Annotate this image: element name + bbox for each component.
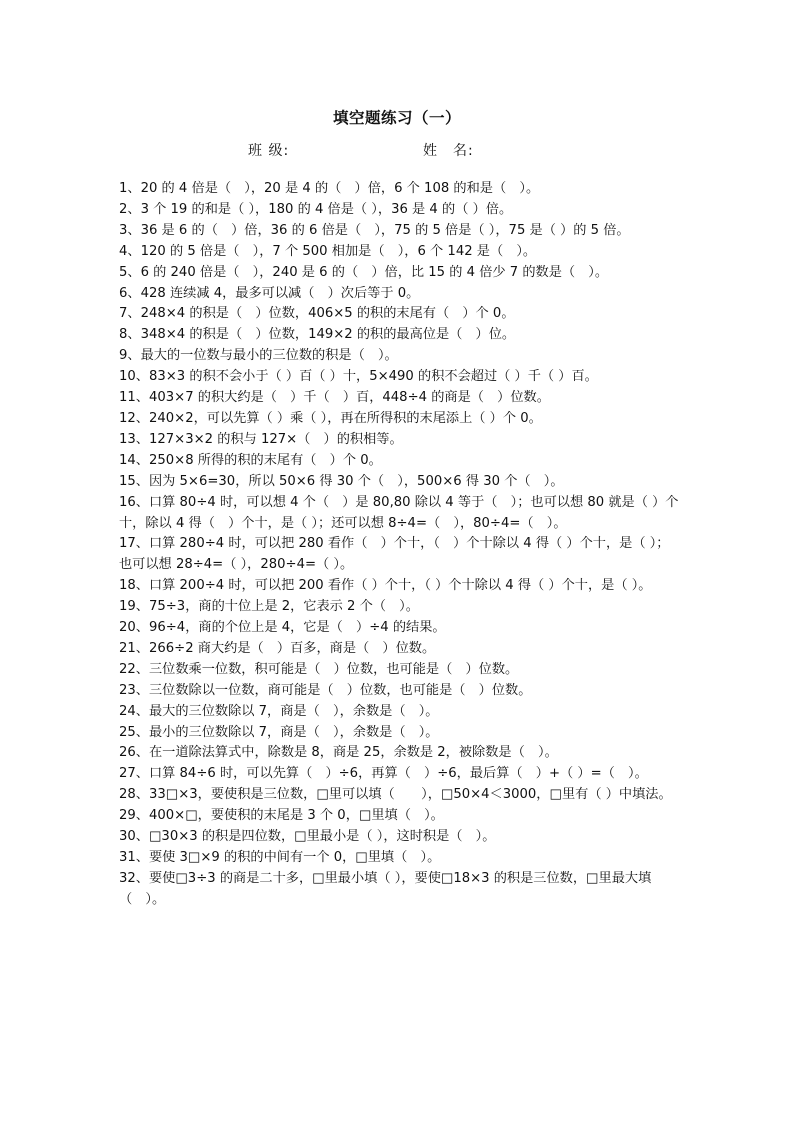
question-item: 16、口算 80÷4 时，可以想 4 个（ ）是 80,80 除以 4 等于（ ）；也可以想 80 就是（ ）个十，除以 4 得（ ）个十，是（ ）；还可以想 8÷4=（ ），80÷4=（ ）。 [119,494,679,531]
question-item: 28、33□×3，要使积是三位数，□里可以填（ ），□50×4＜3000，□里有（ ）中填法。 [119,787,672,803]
question-item: 29、400×□，要使积的末尾是 3 个 0，□里填（ ）。 [119,808,444,824]
question-item: 32、要使□3÷3 的商是二十多，□里最小填（ ），要使□18×3 的积是三位数，□里最大填（ ）。 [119,870,652,907]
question-item: 18、口算 200÷4 时，可以把 200 看作（ ）个十，（ ）个十除以 4 得（ ）个十，是（ ）。 [119,578,652,594]
question-item: 6、428 连续减 4，最多可以减（ ）次后等于 0。 [119,285,420,301]
question-item: 27、口算 84÷6 时，可以先算（ ）÷6，再算（ ）÷6，最后算（ ）+（ ）=（ ）。 [119,766,648,782]
question-item: 12、240×2，可以先算（ ）乘（ ），再在所得积的末尾添上（ ）个 0。 [119,410,542,426]
question-item: 15、因为 5×6=30，所以 50×6 得 30 个（ ），500×6 得 30 个（ ）。 [119,473,564,489]
question-item: 25、最小的三位数除以 7，商是（ ），余数是（ ）。 [119,724,439,740]
question-item: 4、120 的 5 倍是（ ），7 个 500 相加是（ ），6 个 142 是（ ）。 [119,243,537,259]
question-item: 23、三位数除以一位数，商可能是（ ）位数，也可能是（ ）位数。 [119,682,532,698]
name-label: 姓 名: [423,143,474,159]
question-item: 3、36 是 6 的（ ）倍，36 的 6 倍是（ ），75 的 5 倍是（ ），75 是（ ）的 5 倍。 [119,222,630,238]
question-item: 2、3 个 19 的和是（ ），180 的 4 倍是（ ），36 是 4 的（ ）倍。 [119,201,513,217]
page-title: 填空题练习（一） [332,109,461,127]
question-item: 24、最大的三位数除以 7，商是（ ），余数是（ ）。 [119,703,439,719]
question-item: 22、三位数乘一位数，积可能是（ ）位数，也可能是（ ）位数。 [119,661,519,677]
question-list [119,179,681,911]
question-item: 14、250×8 所得的积的末尾有（ ）个 0。 [119,452,382,468]
question-item: 1、20 的 4 倍是（ ），20 是 4 的（ ）倍，6 个 108 的和是（ ）。 [119,181,540,196]
class-label: 班 级: [248,143,290,159]
question-item: 17、口算 280÷4 时，可以把 280 看作（ ）个十，（ ）个十除以 4 得（ ）个十，是（ ）；也可以想 28÷4=（ ），280÷4=（ ）。 [119,536,670,573]
question-item: 8、348×4 的积是（ ）位数，149×2 的积的最高位是（ ）位。 [119,327,516,343]
question-item: 7、248×4 的积是（ ）位数，406×5 的积的末尾有（ ）个 0。 [119,306,515,322]
question-item: 10、83×3 的积不会小于（ ）百（ ）十，5×490 的积不会超过（ ）千（ ）百。 [119,369,598,385]
question-item: 26、在一道除法算式中，除数是 8，商是 25，余数是 2，被除数是（ ）。 [119,745,558,761]
question-item: 19、75÷3，商的十位上是 2，它表示 2 个（ ）。 [119,599,419,615]
question-item: 21、266÷2 商大约是（ ）百多，商是（ ）位数。 [119,640,436,656]
question-item: 5、6 的 240 倍是（ ），240 是 6 的（ ）倍，比 15 的 4 倍少 7 的数是（ ）。 [119,264,609,280]
question-item: 9、最大的一位数与最小的三位数的积是（ ）。 [119,348,398,364]
question-item: 13、127×3×2 的积与 127×（ ）的积相等。 [119,431,403,447]
question-item: 20、96÷4，商的个位上是 4，它是（ ）÷4 的结果。 [119,620,446,636]
question-item: 31、要使 3□×9 的积的中间有一个 0，□里填（ ）。 [119,850,441,865]
question-item: 30、□30×3 的积是四位数，□里最小是（ ），这时积是（ ）。 [119,829,496,845]
student-info-row [0,140,794,160]
question-item: 11、403×7 的积大约是（ ）千（ ）百，448÷4 的商是（ ）位数。 [119,390,550,406]
